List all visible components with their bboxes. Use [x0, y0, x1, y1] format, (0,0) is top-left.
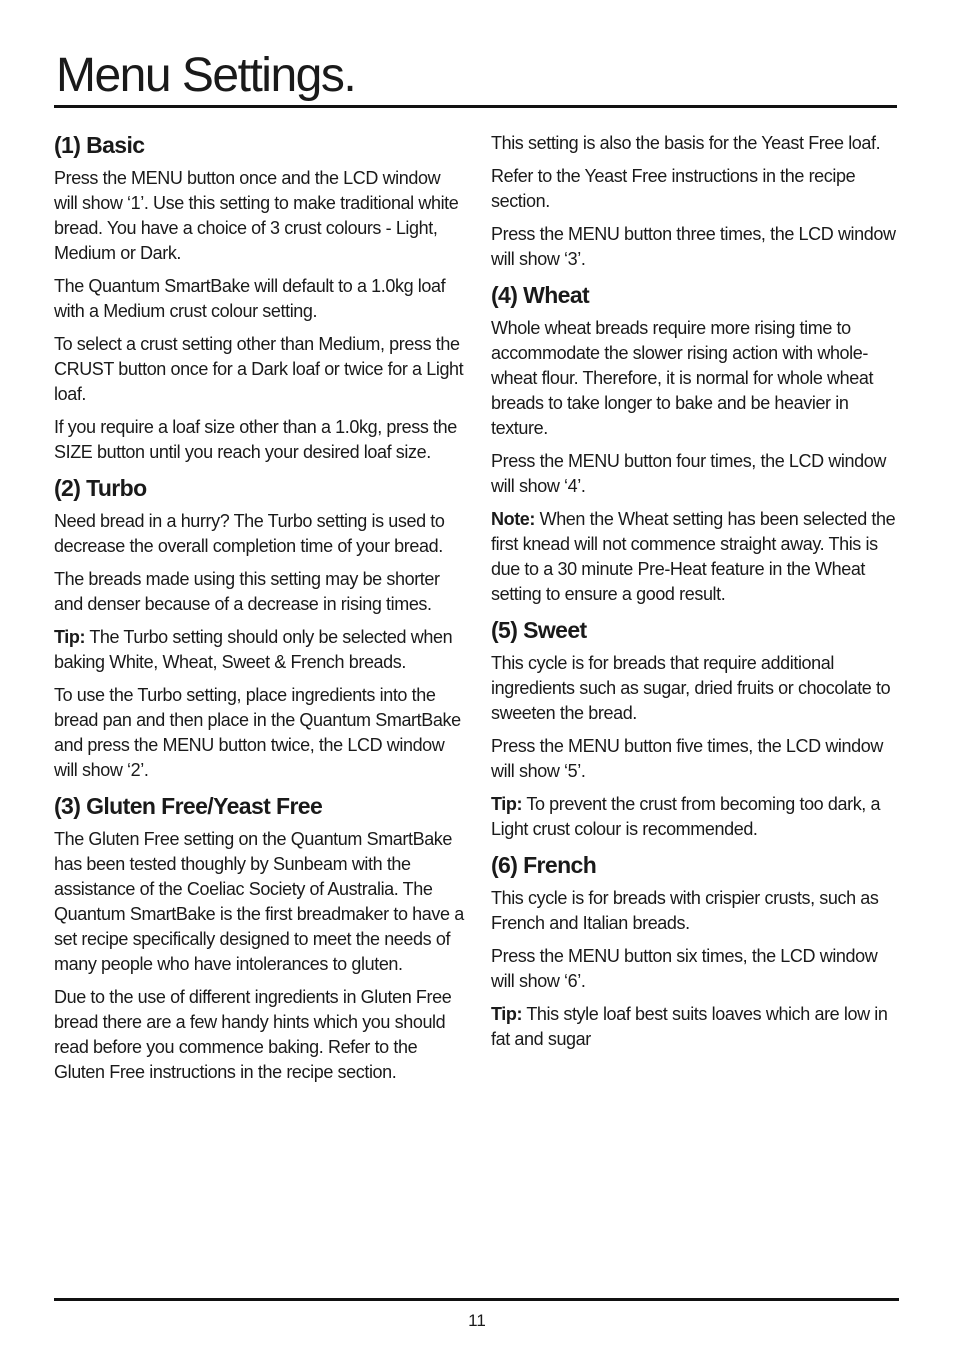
- page-number: 11: [468, 1311, 486, 1330]
- left-column: [54, 130, 466, 1093]
- tip-text: This style loaf best suits loaves which are low in fat and sugar: [491, 1004, 888, 1049]
- tip-paragraph: [491, 1002, 903, 1052]
- tip-paragraph: [54, 625, 466, 675]
- paragraph: Whole wheat breads require more rising time to accommodate the slower rising action with whole-wheat flour. Therefore, it is normal for whole wheat breads to take longer to bake and be heavier in texture.: [491, 318, 874, 438]
- right-column: [491, 131, 903, 1060]
- tip-paragraph: [491, 792, 903, 842]
- paragraph: The Quantum SmartBake will default to a 1.0kg loaf with a Medium crust colour setting.: [54, 276, 446, 321]
- section-heading-sweet: (5) Sweet: [491, 617, 587, 643]
- section-heading-turbo: (2) Turbo: [54, 475, 147, 501]
- section-heading-wheat: (4) Wheat: [491, 282, 590, 308]
- paragraph: This cycle is for breads that require additional ingredients such as sugar, dried fruits or chocolate to sweeten the bread.: [491, 653, 891, 723]
- paragraph: This setting is also the basis for the Yeast Free loaf.: [491, 133, 881, 153]
- tip-label: Tip:: [491, 1004, 523, 1024]
- section-heading-gluten-free: (3) Gluten Free/Yeast Free: [54, 793, 323, 819]
- tip-text: To prevent the crust from becoming too dark, a Light crust colour is recommended.: [491, 794, 881, 839]
- section-heading-basic: (1) Basic: [54, 132, 145, 158]
- paragraph: To select a crust setting other than Medium, press the CRUST button once for a Dark loaf or twice for a Light loaf.: [54, 334, 464, 404]
- section-heading-french: (6) French: [491, 852, 597, 878]
- paragraph: Press the MENU button six times, the LCD window will show ‘6’.: [491, 946, 878, 991]
- note-paragraph: [491, 507, 903, 607]
- page-title: Menu Settings.: [56, 49, 356, 102]
- paragraph: The Gluten Free setting on the Quantum SmartBake has been tested thoughly by Sunbeam with the assistance of the Coeliac Society of Australia. The Quantum SmartBake is the first breadmaker to have a set recipe specifically designed to meet the needs of many people who have intolerances to gluten.: [54, 829, 464, 974]
- paragraph: Refer to the Yeast Free instructions in the recipe section.: [491, 166, 856, 211]
- paragraph: The breads made using this setting may be shorter and denser because of a decrease in rising times.: [54, 569, 440, 614]
- note-text: When the Wheat setting has been selected the first knead will not commence straight away. This is due to a 30 minute Pre-Heat feature in the Wheat setting to ensure a good result.: [491, 509, 896, 604]
- note-label: Note:: [491, 509, 535, 529]
- paragraph: To use the Turbo setting, place ingredients into the bread pan and then place in the Quantum SmartBake and press the MENU button twice, the LCD window will show ‘2’.: [54, 685, 461, 780]
- tip-text: The Turbo setting should only be selected when baking White, Wheat, Sweet & French breads.: [54, 627, 453, 672]
- paragraph: Press the MENU button five times, the LCD window will show ‘5’.: [491, 736, 883, 781]
- paragraph: Press the MENU button once and the LCD window will show ‘1’. Use this setting to make traditional white bread. You have a choice of 3 crust colours - Light, Medium or Dark.: [54, 168, 459, 263]
- paragraph: Press the MENU button four times, the LCD window will show ‘4’.: [491, 451, 886, 496]
- tip-label: Tip:: [491, 794, 523, 814]
- tip-label: Tip:: [54, 627, 86, 647]
- paragraph: If you require a loaf size other than a 1.0kg, press the SIZE button until you reach your desired loaf size.: [54, 417, 457, 462]
- title-divider: [54, 105, 897, 108]
- footer-divider: [54, 1298, 899, 1301]
- paragraph: Need bread in a hurry? The Turbo setting is used to decrease the overall completion time of your bread.: [54, 511, 445, 556]
- paragraph: Due to the use of different ingredients in Gluten Free bread there are a few handy hints which you should read before you commence baking. Refer to the Gluten Free instructions in the recipe section.: [54, 987, 452, 1082]
- paragraph: Press the MENU button three times, the LCD window will show ‘3’.: [491, 224, 896, 269]
- paragraph: This cycle is for breads with crispier crusts, such as French and Italian breads.: [491, 888, 879, 933]
